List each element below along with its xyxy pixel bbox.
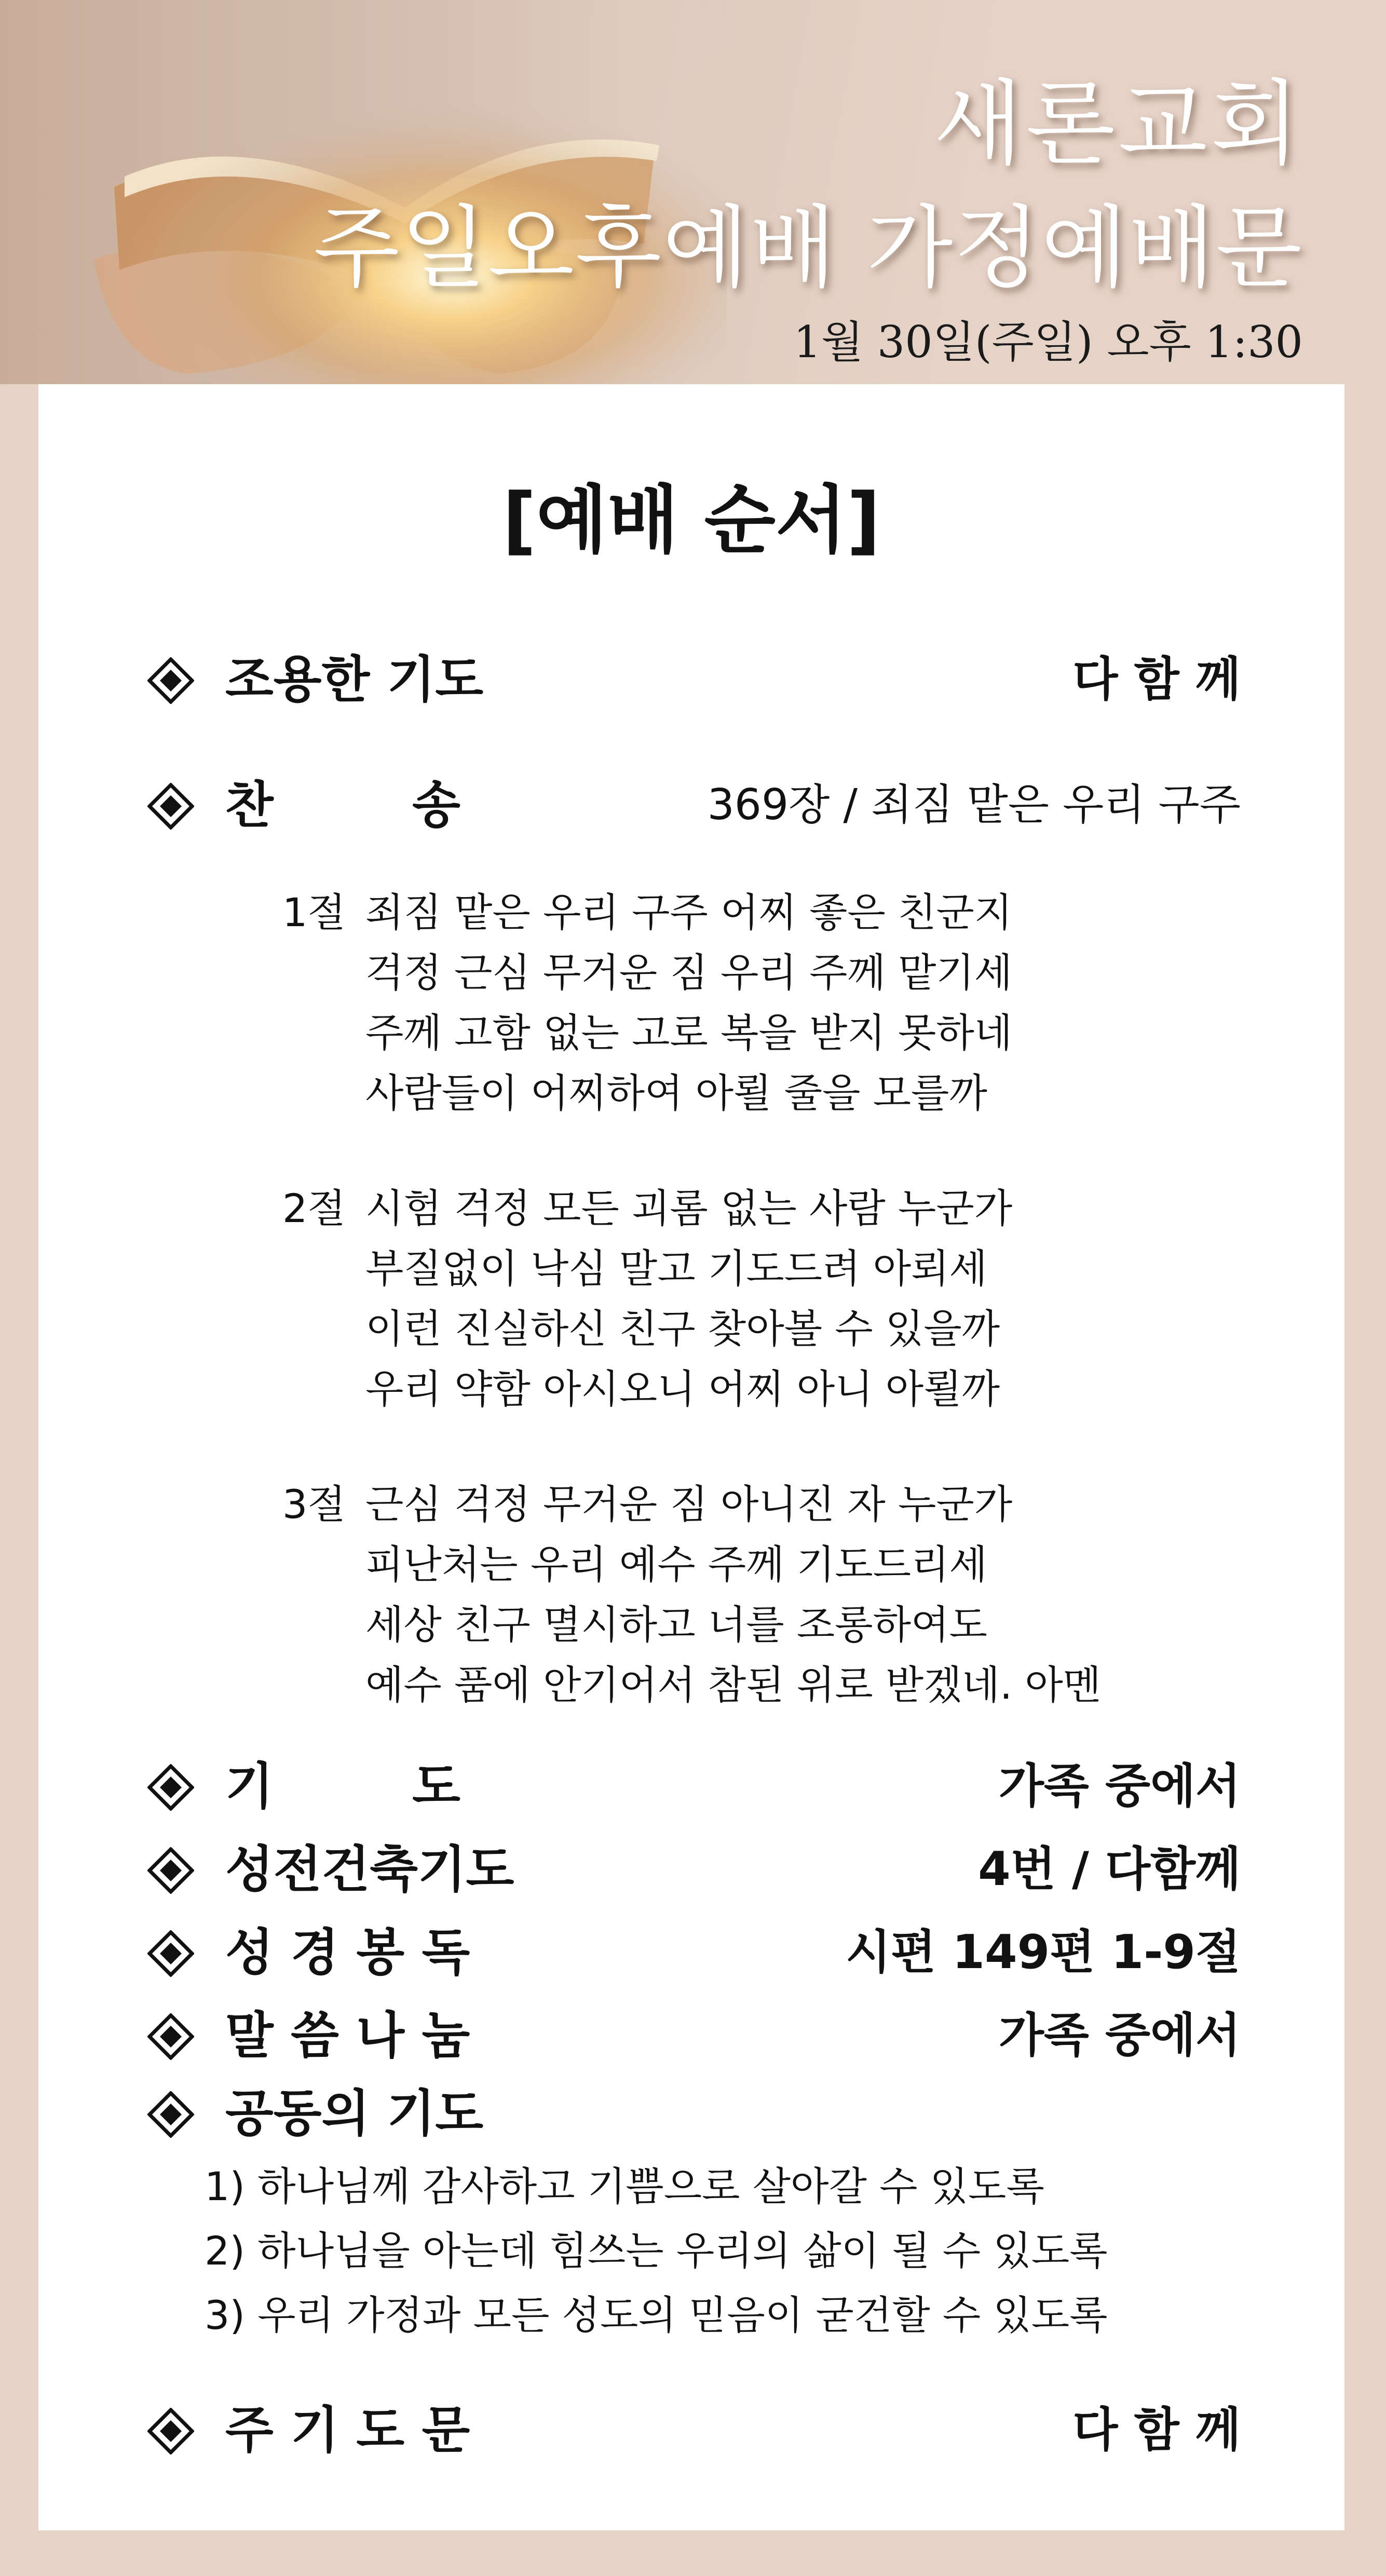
diamond-bullet-icon [147, 1764, 194, 1811]
order-item-hymn [147, 771, 1241, 844]
worship-order-card [38, 384, 1344, 2530]
header-banner [0, 0, 1386, 384]
item-value: 다 함 께 [1072, 2403, 1241, 2457]
verse-line: 시험 걱정 모든 괴롬 없는 사람 누군가 [365, 1185, 1013, 1231]
item-label: 성전건축기도 [225, 1840, 514, 1899]
service-title: 주일오후예배 가정예배문 [313, 196, 1303, 300]
item-value: 시편 149편 1-9절 [846, 1925, 1241, 1980]
verse-line: 우리 약함 아시오니 어찌 아니 아뢸까 [365, 1366, 1000, 1412]
verse-line: 걱정 근심 무거운 짐 우리 주께 맡기세 [365, 950, 1013, 996]
prayer-item: 1) 하나님께 감사하고 기쁨으로 살아갈 수 있도록 [205, 2163, 1044, 2209]
order-title: [예배 순서] [502, 478, 880, 563]
item-value: 4번 / 다함께 [978, 1842, 1241, 1896]
verse-number: 3절 [282, 1481, 346, 1527]
order-item-common-prayer [147, 2080, 1241, 2152]
diamond-bullet-icon [147, 657, 194, 704]
order-item-prayer [147, 1753, 1241, 1825]
church-name: 새론교회 [933, 70, 1303, 178]
item-value: 다 함 께 [1072, 652, 1241, 707]
item-label: 성 경 봉 독 [225, 1923, 470, 1982]
order-item-lords-prayer [147, 2396, 1241, 2469]
verse-line: 주께 고함 없는 고로 복을 받지 못하네 [365, 1010, 1013, 1056]
diamond-bullet-icon [147, 2091, 194, 2138]
service-date: 1월 30일(주일) 오후 1:30 [793, 317, 1303, 368]
item-label: 찬 송 [225, 776, 460, 834]
order-item-scripture [147, 1919, 1241, 1991]
item-label: 주 기 도 문 [225, 2401, 470, 2459]
verse-line: 사람들이 어찌하여 아뢸 줄을 모를까 [365, 1070, 987, 1116]
diamond-bullet-icon [147, 2013, 194, 2060]
diamond-bullet-icon [147, 2408, 194, 2455]
prayer-item: 3) 우리 가정과 모든 성도의 믿음이 굳건할 수 있도록 [205, 2292, 1108, 2338]
verse-number: 2절 [282, 1185, 346, 1231]
diamond-bullet-icon [147, 1930, 194, 1977]
item-value: 가족 중에서 [998, 2008, 1241, 2063]
verse-line: 피난처는 우리 예수 주께 기도드리세 [365, 1541, 987, 1588]
verse-line: 이런 진실하신 친구 찾아볼 수 있을까 [365, 1306, 1000, 1352]
verse-line: 죄짐 맡은 우리 구주 어찌 좋은 친군지 [365, 889, 1013, 936]
verse-line: 근심 걱정 무거운 짐 아니진 자 누군가 [365, 1481, 1013, 1527]
prayer-item: 2) 하나님을 아는데 힘쓰는 우리의 삶이 될 수 있도록 [205, 2228, 1108, 2274]
common-prayer-list [205, 2154, 1108, 2348]
diamond-bullet-icon [147, 783, 194, 830]
item-value: 369장 / 죄짐 맡은 우리 구주 [707, 780, 1241, 830]
verse-line: 예수 품에 안기어서 참된 위로 받겠네. 아멘 [365, 1662, 1102, 1708]
order-item-silent-prayer [147, 646, 1241, 718]
item-label: 공동의 기도 [225, 2084, 484, 2143]
diamond-bullet-icon [147, 1847, 194, 1894]
verse-line: 세상 친구 멸시하고 너를 조롱하여도 [365, 1602, 987, 1648]
item-label: 말 씀 나 눔 [225, 2006, 470, 2065]
verse-line: 부질없이 낙심 말고 기도드려 아뢰세 [365, 1245, 987, 1292]
order-item-temple-prayer [147, 1836, 1241, 1908]
order-item-sermon [147, 2002, 1241, 2075]
item-value: 가족 중에서 [998, 1759, 1241, 1813]
item-label: 기 도 [225, 1757, 460, 1815]
item-label: 조용한 기도 [225, 650, 484, 709]
verse-number: 1절 [282, 889, 346, 936]
